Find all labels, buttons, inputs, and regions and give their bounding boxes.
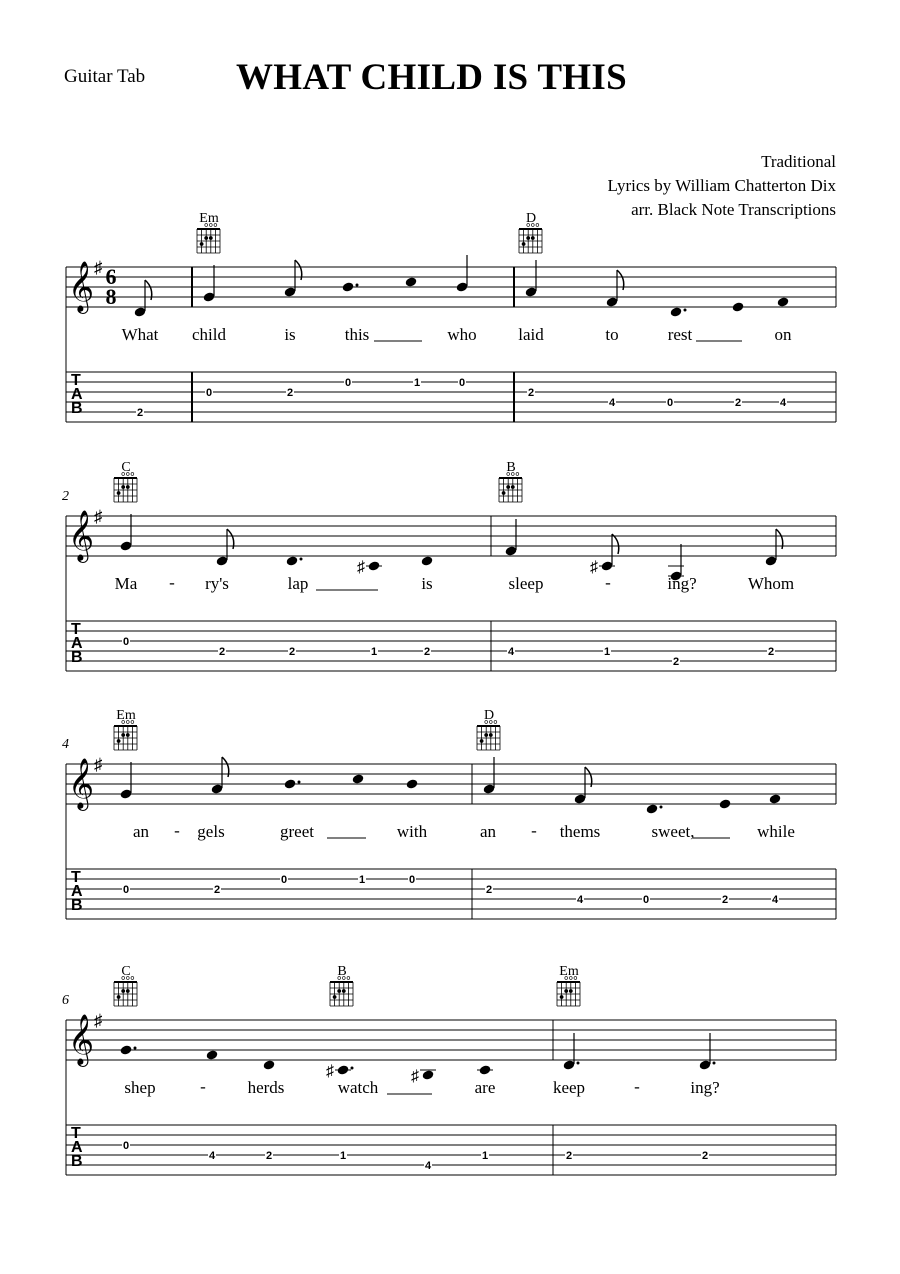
note <box>670 306 687 317</box>
notehead <box>670 306 683 317</box>
lyric-syllable: while <box>757 822 795 841</box>
tab-fret-number: 2 <box>288 646 296 658</box>
notehead <box>337 1064 350 1075</box>
chord-finger-dot <box>121 485 125 489</box>
augmentation-dot <box>577 1062 580 1065</box>
chord-open-string-marker <box>536 224 539 227</box>
tab-fret-number: 2 <box>672 656 680 668</box>
note <box>284 260 302 298</box>
notehead <box>286 555 299 566</box>
lyric-syllable: rest <box>667 325 693 344</box>
chord-finger-dot <box>200 242 204 246</box>
tab-clef-letter: T <box>71 621 81 638</box>
lyric-syllable: thems <box>559 822 601 841</box>
tab-fret-number: 2 <box>265 1150 273 1162</box>
chord-open-string-marker <box>347 977 350 980</box>
augmentation-dot <box>713 1062 716 1065</box>
tab-clef-letter: A <box>71 386 83 403</box>
lyric-hyphen: - <box>174 821 180 840</box>
lyric-hyphen: - <box>605 573 611 592</box>
tab-fret-number: 0 <box>408 874 416 886</box>
lyric-syllable: on <box>774 325 792 344</box>
system-1 <box>66 211 836 422</box>
time-signature-top: 6 <box>105 264 117 289</box>
notehead <box>405 276 418 287</box>
system-2 <box>62 460 836 671</box>
note <box>777 296 790 307</box>
tab-clef-letter: T <box>71 372 81 389</box>
notehead <box>206 1049 219 1060</box>
chord-finger-dot <box>484 733 488 737</box>
augmentation-dot <box>134 1047 137 1050</box>
lyric-syllable: this <box>344 325 370 344</box>
chord-diagram-icon <box>114 977 137 1006</box>
lyric-syllable: gels <box>197 822 225 841</box>
measure-number: 2 <box>62 489 69 504</box>
tab-fret-number: 0 <box>122 1140 130 1152</box>
note <box>120 514 133 552</box>
chord-finger-dot <box>126 485 130 489</box>
note <box>405 276 418 287</box>
note <box>769 793 782 804</box>
sharp-key-signature-icon: ♯ <box>94 258 103 277</box>
chord-finger-dot <box>511 485 515 489</box>
note <box>211 757 229 795</box>
page-title: WHAT CHILD IS THIS <box>236 57 627 98</box>
tab-fret-number: 0 <box>344 377 352 389</box>
chord-diagram-icon <box>477 721 500 750</box>
notehead <box>769 793 782 804</box>
chord-open-string-marker <box>131 977 134 980</box>
lyric-syllable: an <box>479 822 497 841</box>
chord-name: B <box>506 460 516 475</box>
chord-diagram-icon <box>114 473 137 502</box>
note <box>525 260 538 298</box>
tab-fret-number: 2 <box>485 884 493 896</box>
note <box>477 1064 493 1075</box>
tab-clef-letter: B <box>71 1153 83 1170</box>
lyric-syllable: ing? <box>690 1078 720 1097</box>
chord-finger-dot <box>337 989 341 993</box>
note <box>357 559 382 576</box>
chord-name: C <box>121 460 131 475</box>
chord-finger-dot <box>126 989 130 993</box>
measure-number: 6 <box>62 993 69 1008</box>
notehead <box>284 778 297 789</box>
chord-name: D <box>483 708 495 723</box>
lyric-syllable: What <box>121 325 159 344</box>
lyric-hyphen: - <box>200 1077 206 1096</box>
chord-name: Em <box>116 708 136 723</box>
tab-fret-number: 1 <box>358 874 366 886</box>
lyric-syllable: an <box>132 822 150 841</box>
tab-fret-number: 2 <box>423 646 431 658</box>
chord-diagram-icon <box>197 224 220 253</box>
composer-credit: Traditional <box>761 152 836 171</box>
chord-finger-dot <box>564 989 568 993</box>
chord-finger-dot <box>502 491 506 495</box>
lyric-hyphen: - <box>531 821 537 840</box>
tab-clef-letter: T <box>71 1125 81 1142</box>
lyric-syllable: ing? <box>667 574 697 593</box>
tab-fret-number: 0 <box>458 377 466 389</box>
sharp-key-signature-icon: ♯ <box>94 507 103 526</box>
tab-fret-number: 0 <box>122 884 130 896</box>
chord-name: C <box>121 964 131 979</box>
augmentation-dot <box>660 806 663 809</box>
tab-fret-number: 4 <box>576 894 584 906</box>
lyricist-credit: Lyrics by William Chatterton Dix <box>607 176 836 195</box>
note <box>505 519 518 557</box>
tab-fret-number: 2 <box>734 397 742 409</box>
chord-finger-dot <box>506 485 510 489</box>
chord-open-string-marker <box>494 721 497 724</box>
system-4 <box>62 964 836 1175</box>
arranger-credit: arr. Black Note Transcriptions <box>631 200 836 219</box>
chord-open-string-marker <box>516 473 519 476</box>
tab-fret-number: 2 <box>701 1150 709 1162</box>
tab-fret-number: 2 <box>767 646 775 658</box>
note <box>483 757 496 795</box>
chord-open-string-marker <box>131 473 134 476</box>
augmentation-dot <box>300 558 303 561</box>
lyric-syllable: Ma <box>114 574 138 593</box>
tab-fret-number: 2 <box>218 646 226 658</box>
sharp-accidental-icon: ♯ <box>357 559 365 576</box>
tab-fret-number: 0 <box>666 397 674 409</box>
lyric-syllable: is <box>421 574 433 593</box>
chord-finger-dot <box>560 995 564 999</box>
augmentation-dot <box>298 781 301 784</box>
chord-name: Em <box>199 211 219 226</box>
chord-finger-dot <box>204 236 208 240</box>
note <box>421 555 434 566</box>
tab-fret-number: 2 <box>286 387 294 399</box>
note <box>134 280 152 318</box>
notehead <box>422 1069 435 1080</box>
lyric-syllable: keep <box>552 1078 586 1097</box>
tab-clef-letter: T <box>71 869 81 886</box>
tab-fret-number: 1 <box>413 377 421 389</box>
tab-clef-letter: A <box>71 1139 83 1156</box>
tab-fret-number: 0 <box>205 387 213 399</box>
treble-clef-icon: 𝄞 <box>68 759 95 808</box>
chord-diagram-icon <box>519 224 542 253</box>
tab-fret-number: 4 <box>424 1160 432 1172</box>
chord-finger-dot <box>342 989 346 993</box>
sharp-accidental-icon: ♯ <box>326 1063 334 1080</box>
note <box>352 773 365 784</box>
lyric-syllable: sleep <box>508 574 544 593</box>
lyric-syllable: shep <box>124 1078 156 1097</box>
augmentation-dot <box>351 1067 354 1070</box>
note <box>406 778 419 789</box>
tab-fret-number: 2 <box>136 407 144 419</box>
chord-finger-dot <box>333 995 337 999</box>
chord-finger-dot <box>522 242 526 246</box>
note <box>699 1033 716 1071</box>
chord-finger-dot <box>209 236 213 240</box>
chord-finger-dot <box>126 733 130 737</box>
tab-fret-number: 4 <box>779 397 787 409</box>
lyric-syllable: ry's <box>205 574 229 593</box>
chord-diagram-icon <box>114 721 137 750</box>
augmentation-dot <box>684 309 687 312</box>
note <box>732 301 745 312</box>
notehead <box>368 560 381 571</box>
note <box>263 1059 276 1070</box>
notehead <box>120 1044 133 1055</box>
chord-finger-dot <box>121 733 125 737</box>
note-flag <box>612 534 619 554</box>
chord-finger-dot <box>526 236 530 240</box>
notehead <box>352 773 365 784</box>
tab-fret-number: 2 <box>565 1150 573 1162</box>
tab-fret-number: 2 <box>213 884 221 896</box>
note <box>286 555 303 566</box>
lyric-syllable: are <box>474 1078 496 1097</box>
tab-fret-number: 1 <box>603 646 611 658</box>
notehead <box>777 296 790 307</box>
lyric-syllable: lap <box>287 574 309 593</box>
note <box>206 1049 219 1060</box>
tab-fret-number: 1 <box>370 646 378 658</box>
note <box>719 798 732 809</box>
augmentation-dot <box>356 284 359 287</box>
measure-number: 4 <box>62 737 69 752</box>
note <box>606 270 624 308</box>
chord-finger-dot <box>569 989 573 993</box>
tab-clef-letter: B <box>71 897 83 914</box>
chord-name: Em <box>559 964 579 979</box>
chord-finger-dot <box>121 989 125 993</box>
tab-fret-number: 4 <box>208 1150 216 1162</box>
lyric-syllable: to <box>605 325 619 344</box>
lyric-syllable: herds <box>247 1078 285 1097</box>
tab-clef-letter: B <box>71 649 83 666</box>
sharp-accidental-icon: ♯ <box>590 559 598 576</box>
chord-finger-dot <box>117 491 121 495</box>
chord-finger-dot <box>489 733 493 737</box>
lyric-syllable: laid <box>518 325 544 344</box>
tab-clef-letter: B <box>71 400 83 417</box>
notehead <box>406 778 419 789</box>
tab-fret-number: 2 <box>721 894 729 906</box>
note <box>216 529 234 567</box>
tab-fret-number: 0 <box>122 636 130 648</box>
chord-name: B <box>337 964 347 979</box>
lyric-syllable: Whom <box>747 574 795 593</box>
tab-clef-letter: A <box>71 635 83 652</box>
notehead <box>719 798 732 809</box>
lyric-syllable: with <box>396 822 428 841</box>
note <box>574 767 592 805</box>
note <box>646 803 663 814</box>
note <box>411 1068 436 1085</box>
note <box>203 265 216 303</box>
note <box>456 255 469 293</box>
tab-fret-number: 4 <box>771 894 779 906</box>
chord-finger-dot <box>531 236 535 240</box>
note <box>765 529 783 567</box>
note <box>563 1033 580 1071</box>
system-3 <box>62 708 836 919</box>
sharp-key-signature-icon: ♯ <box>94 1011 103 1030</box>
lyric-syllable: watch <box>337 1078 379 1097</box>
treble-clef-icon: 𝄞 <box>68 511 95 560</box>
notehead <box>263 1059 276 1070</box>
lyric-syllable: child <box>192 325 226 344</box>
tab-fret-number: 1 <box>481 1150 489 1162</box>
tab-fret-number: 0 <box>642 894 650 906</box>
instrument-label: Guitar Tab <box>64 66 146 87</box>
tab-fret-number: 4 <box>507 646 515 658</box>
treble-clef-icon: 𝄞 <box>68 1015 95 1064</box>
time-signature-bottom: 8 <box>105 284 117 309</box>
tab-fret-number: 1 <box>339 1150 347 1162</box>
notehead <box>732 301 745 312</box>
treble-clef-icon: 𝄞 <box>68 262 95 311</box>
lyric-hyphen: - <box>169 573 175 592</box>
chord-finger-dot <box>480 739 484 743</box>
note <box>120 762 133 800</box>
chord-diagram-icon <box>499 473 522 502</box>
notehead <box>342 281 355 292</box>
chord-diagram-icon <box>557 977 580 1006</box>
lyric-syllable: is <box>284 325 296 344</box>
tab-clef-letter: A <box>71 883 83 900</box>
note <box>590 534 619 576</box>
chord-name: D <box>525 211 537 226</box>
tab-fret-number: 4 <box>608 397 616 409</box>
chord-diagram-icon <box>330 977 353 1006</box>
lyric-syllable: sweet, <box>651 822 695 841</box>
tab-fret-number: 0 <box>280 874 288 886</box>
notehead <box>479 1064 492 1075</box>
lyric-syllable: greet <box>280 822 314 841</box>
chord-finger-dot <box>117 739 121 743</box>
notehead <box>646 803 659 814</box>
lyric-syllable: who <box>447 325 477 344</box>
lyric-hyphen: - <box>634 1077 640 1096</box>
sharp-key-signature-icon: ♯ <box>94 755 103 774</box>
notehead <box>421 555 434 566</box>
tab-fret-number: 2 <box>527 387 535 399</box>
sharp-accidental-icon: ♯ <box>411 1068 419 1085</box>
chord-finger-dot <box>117 995 121 999</box>
